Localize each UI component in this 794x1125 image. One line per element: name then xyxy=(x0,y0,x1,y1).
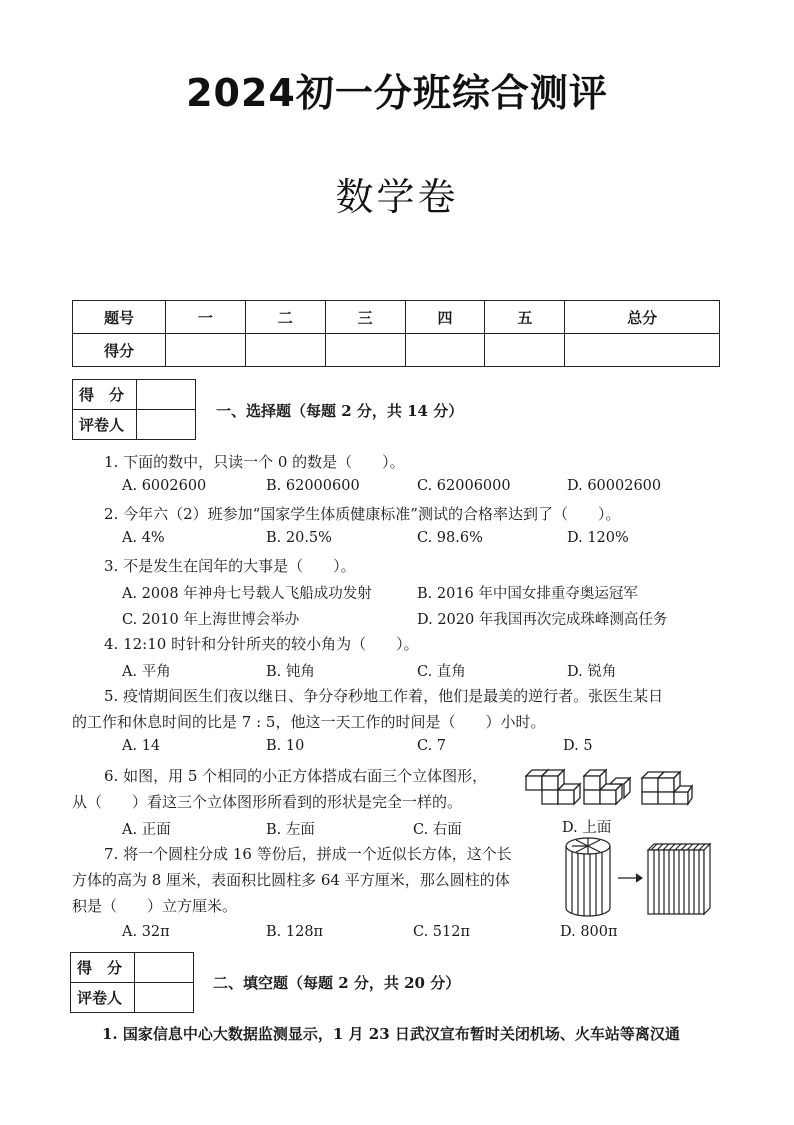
row-label-question-number: 题号 xyxy=(73,301,166,334)
q2-option-d: D. 120% xyxy=(567,530,629,546)
score-table xyxy=(72,300,720,367)
q7-option-a: A. 32π xyxy=(122,924,170,940)
score-table-header-row xyxy=(73,301,720,334)
grader-blank xyxy=(135,983,194,1013)
cube-figure-3 xyxy=(642,772,692,804)
score-cell xyxy=(245,334,325,367)
q3-option-a: A. 2008 年神舟七号载人飞船成功发射 xyxy=(122,586,372,602)
question-4-stem: 4. 12:10 时针和分针所夹的较小角为（ ）。 xyxy=(104,635,419,653)
question-7-stem-line3: 积是（ ）立方厘米。 xyxy=(72,897,238,915)
score-cell xyxy=(485,334,565,367)
cylinder-cut-illustration xyxy=(562,832,714,924)
q7-option-d: D. 800π xyxy=(560,924,618,940)
score-label: 得 分 xyxy=(71,953,135,983)
q5-option-d: D. 5 xyxy=(563,738,593,754)
page-subtitle: 数学卷 xyxy=(335,175,459,219)
question-2-stem: 2. 今年六（2）班参加“国家学生体质健康标准”测试的合格率达到了（ ）。 xyxy=(104,505,621,523)
column-header: 三 xyxy=(325,301,405,334)
score-label: 得 分 xyxy=(73,380,137,410)
column-header: 一 xyxy=(166,301,246,334)
score-cell xyxy=(565,334,720,367)
cube-figure-1 xyxy=(526,770,580,804)
question-3-stem: 3. 不是发生在闰年的大事是（ ）。 xyxy=(104,557,356,575)
q6-option-b: B. 左面 xyxy=(266,822,315,838)
score-cell xyxy=(166,334,246,367)
section1-title: 一、选择题（每题 2 分，共 14 分） xyxy=(216,402,464,420)
column-header: 五 xyxy=(485,301,565,334)
prism-figure xyxy=(648,844,710,914)
grader-box-section2 xyxy=(70,952,194,1013)
q1-option-b: B. 62000600 xyxy=(266,478,360,494)
q4-option-d: D. 锐角 xyxy=(567,664,617,680)
q4-option-a: A. 平角 xyxy=(122,664,171,680)
q6-option-c: C. 右面 xyxy=(413,822,462,838)
q7-option-b: B. 128π xyxy=(266,924,324,940)
q2-option-c: C. 98.6% xyxy=(417,530,483,546)
grader-box-section1 xyxy=(72,379,196,440)
column-header: 二 xyxy=(245,301,325,334)
q3-option-c: C. 2010 年上海世博会举办 xyxy=(122,612,300,628)
q2-option-b: B. 20.5% xyxy=(266,530,332,546)
grader-blank xyxy=(137,410,196,440)
q1-option-d: D. 60002600 xyxy=(567,478,662,494)
page-title: 2024初一分班综合测评 xyxy=(186,71,608,115)
question-7-stem-line1: 7. 将一个圆柱分成 16 等份后，拼成一个近似长方体，这个长 xyxy=(104,845,512,863)
q2-option-a: A. 4% xyxy=(122,530,165,546)
question-1-stem: 1. 下面的数中，只读一个 0 的数是（ ）。 xyxy=(104,453,405,471)
cylinder-figure xyxy=(566,838,610,916)
q1-option-c: C. 62006000 xyxy=(417,478,511,494)
cube-figures-illustration xyxy=(524,766,694,808)
question-6-stem-line2: 从（ ）看这三个立体图形所看到的形状是完全一样的。 xyxy=(72,793,463,811)
q3-option-b: B. 2016 年中国女排重夺奥运冠军 xyxy=(417,586,638,602)
score-blank xyxy=(137,380,196,410)
arrow xyxy=(618,874,642,882)
q5-option-a: A. 14 xyxy=(122,738,161,754)
q4-option-c: C. 直角 xyxy=(417,664,466,680)
score-cell xyxy=(405,334,485,367)
q5-option-b: B. 10 xyxy=(266,738,305,754)
question-6-stem-line1: 6. 如图，用 5 个相同的小正方体搭成右面三个立体图形， xyxy=(104,767,488,785)
question-5-stem-line2: 的工作和休息时间的比是 7 : 5，他这一天工作的时间是（ ）小时。 xyxy=(72,713,546,731)
grader-label: 评卷人 xyxy=(73,410,137,440)
section2-title: 二、填空题（每题 2 分，共 20 分） xyxy=(213,974,461,992)
q1-option-a: A. 6002600 xyxy=(122,478,207,494)
question-7-stem-line2: 方体的高为 8 厘米，表面积比圆柱多 64 平方厘米，那么圆柱的体 xyxy=(72,871,510,889)
score-table-score-row xyxy=(73,334,720,367)
column-header: 四 xyxy=(405,301,485,334)
cube-figure-2 xyxy=(584,770,630,804)
q6-option-a: A. 正面 xyxy=(122,822,171,838)
q3-option-d: D. 2020 年我国再次完成珠峰测高任务 xyxy=(417,612,668,628)
q7-option-c: C. 512π xyxy=(413,924,471,940)
question-5-stem-line1: 5. 疫情期间医生们夜以继日、争分夺秒地工作着，他们是最美的逆行者。张医生某日 xyxy=(104,687,664,705)
fill-question-1-stem: 1. 国家信息中心大数据监测显示，1 月 23 日武汉宣布暂时关闭机场、火车站等离汉通 xyxy=(102,1025,680,1043)
q4-option-b: B. 钝角 xyxy=(266,664,315,680)
score-blank xyxy=(135,953,194,983)
column-header: 总分 xyxy=(565,301,720,334)
q5-option-c: C. 7 xyxy=(417,738,447,754)
grader-label: 评卷人 xyxy=(71,983,135,1013)
score-cell xyxy=(325,334,405,367)
row-label-score: 得分 xyxy=(73,334,166,367)
q6-option-d: D. 上面 xyxy=(562,820,612,836)
